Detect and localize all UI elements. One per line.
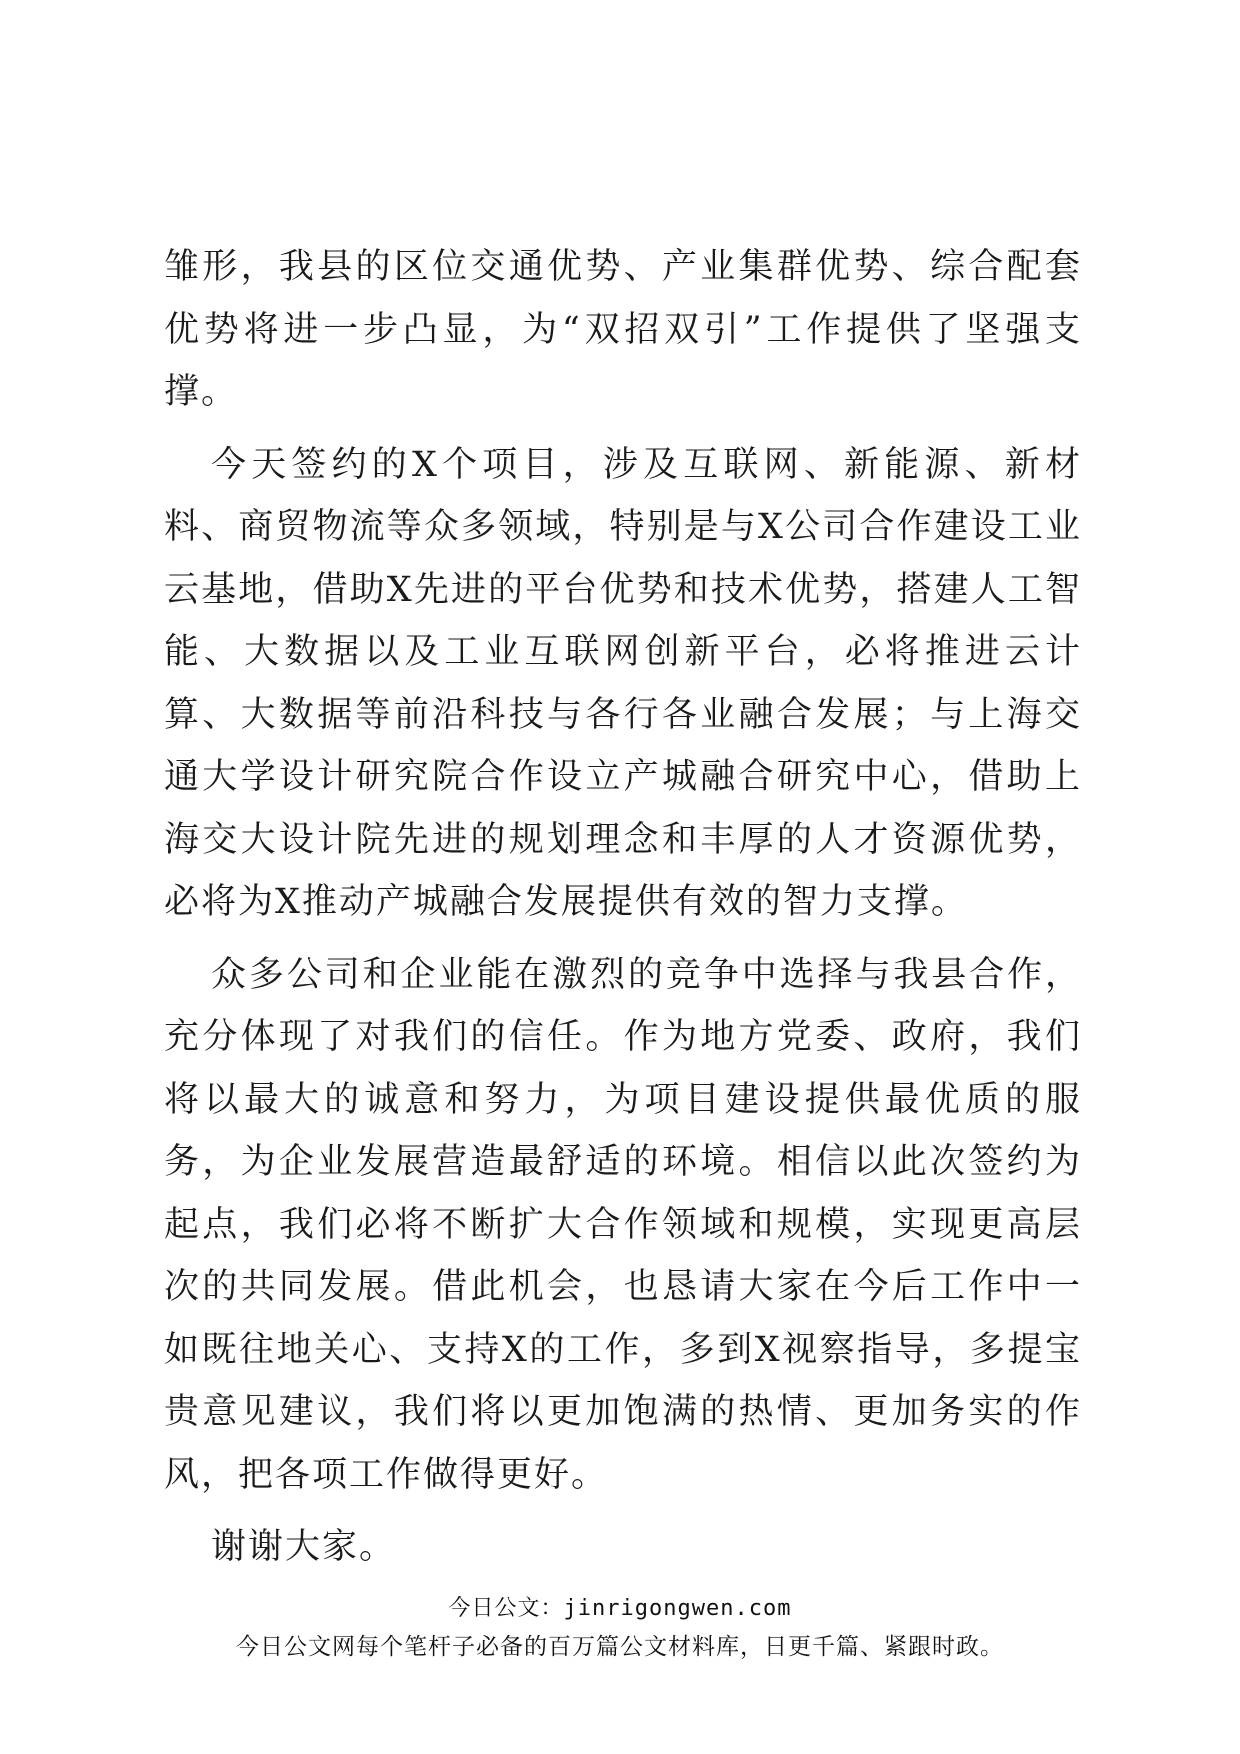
paragraph-cooperation-commitment: 众多公司和企业能在激烈的竞争中选择与我县合作，充分体现了对我们的信任。作为地方党委、政府，我们将以最大的诚意和努力，为项目建设提供最优质的服务，为企业发展营造最舒适的环境。相信以此次签约为起点，我们必将不断扩大合作领域和规模，实现更高层次的共同发展。借此机会，也恳请大家在今后工作中一如既往地关心、支持X的工作，多到X视察指导，多提宝贵意见建议，我们将以更加饱满的热情、更加务实的作风，把各项工作做得更好。 <box>164 954 1082 1495</box>
footer-site-url[interactable]: jinrigongwen.com <box>563 1596 792 1621</box>
document-body <box>164 236 1082 1589</box>
paragraph-thanks: 谢谢大家。 <box>211 1527 397 1567</box>
footer-watermark <box>0 1594 1240 1664</box>
footer-site-line <box>0 1594 1240 1624</box>
paragraph-signed-projects: 今天签约的X个项目，涉及互联网、新能源、新材料、商贸物流等众多领域，特别是与X公司合作建设工业云基地，借助X先进的平台优势和技术优势，搭建人工智能、大数据以及工业互联网创新平台，必将推进云计算、大数据等前沿科技与各行各业融合发展；与上海交通大学设计研究院合作设立产城融合研究中心，借助上海交大设计院先进的规划理念和丰厚的人才资源优势，必将为X推动产城融合发展提供有效的智力支撑。 <box>164 444 1082 922</box>
footer-site-label: 今日公文： <box>448 1596 564 1621</box>
paragraph-continuation: 雏形，我县的区位交通优势、产业集群优势、综合配套优势将进一步凸显，为“双招双引”工作提供了坚强支撑。 <box>164 247 1082 412</box>
footer-tagline: 今日公文网每个笔杆子必备的百万篇公文材料库，日更千篇、紧跟时政。 <box>236 1634 1004 1660</box>
